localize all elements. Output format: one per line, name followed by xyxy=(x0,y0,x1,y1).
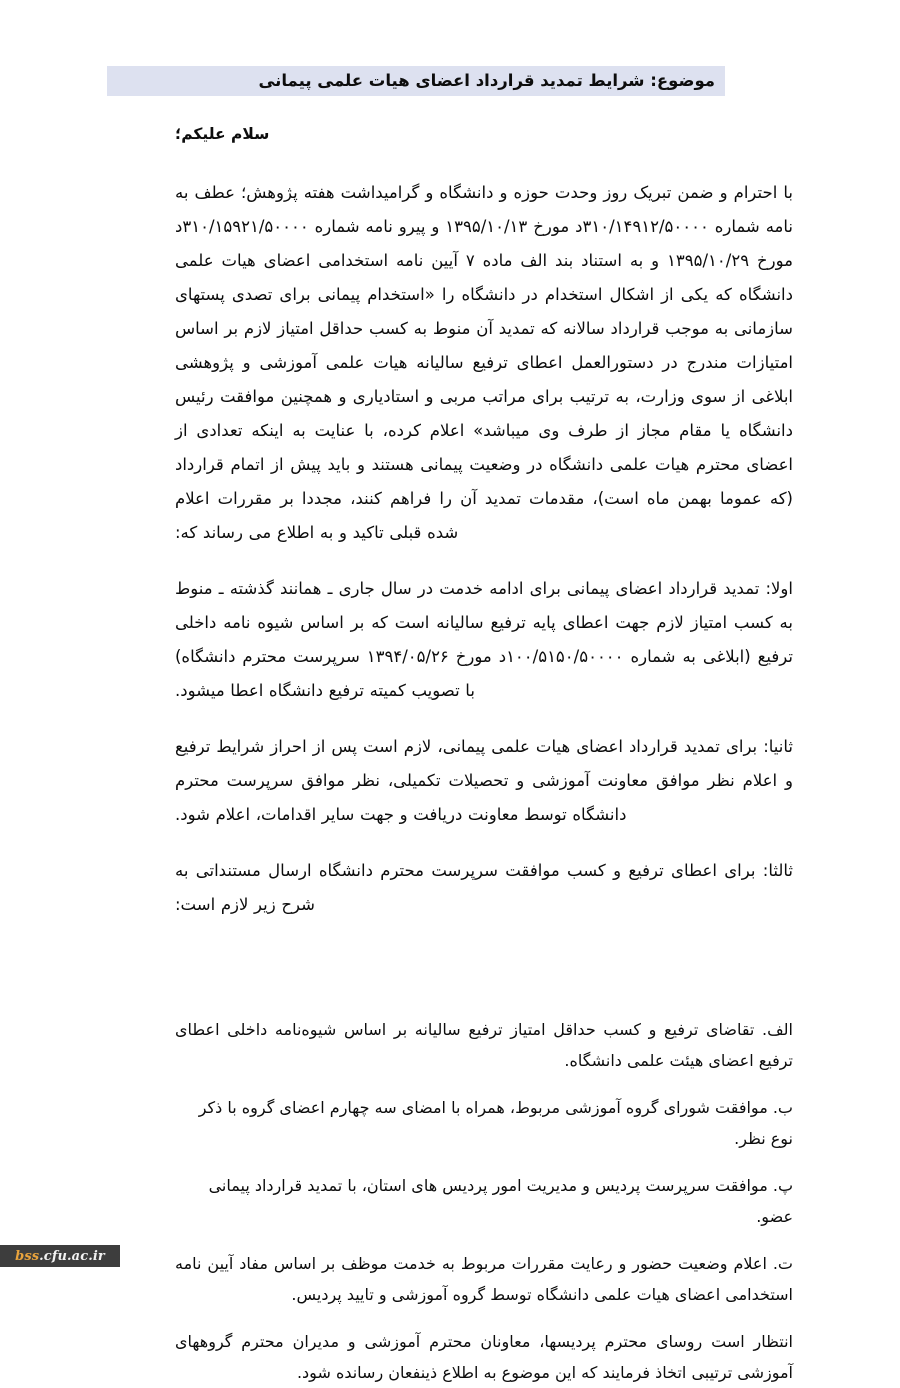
watermark-suffix: .cfu.ac.ir xyxy=(39,1248,105,1264)
spacer xyxy=(175,1154,793,1170)
list-item-alef: الف. تقاضای ترفیع و کسب حداقل امتیاز ترفیع سالیانه بر اساس شیوه‌نامه داخلی اعطای ترفیع اعضای هیئت علمی دانشگاه. xyxy=(175,1020,793,1070)
subject-title: موضوع: شرایط تمدید قرارداد اعضای هیات علمی پیمانی xyxy=(258,70,715,90)
paragraph-first-clause: اولا: تمدید قرارداد اعضای پیمانی برای ادامه خدمت در سال جاری ـ همانند گذشته ـ منوط به کسب امتیاز لازم جهت اعطای پایه ترفیع سالیانه است که بر اساس شیوه نامه داخلی ترفیع (ابلاغی به شماره ۱۰۰/۵۱۵۰/۵۰۰۰۰د مورخ ۱۳۹۴/۰۵/۲۶ سرپرست محترم دانشگاه) با تصویب کمیته ترفیع دانشگاه اعطا میشود. xyxy=(175,579,793,700)
list-item-be: ب. موافقت شورای گروه آموزشی مربوط، همراه با امضای سه چهارم اعضای گروه با ذکر نوع نظر. xyxy=(198,1098,793,1148)
greeting-salutation: سلام علیکم؛ xyxy=(175,125,270,143)
watermark-prefix: bss xyxy=(15,1248,40,1264)
spacer xyxy=(175,550,793,572)
spacer xyxy=(175,708,793,730)
subject-header-band xyxy=(107,66,725,96)
spacer xyxy=(175,1232,793,1248)
paragraph-third-clause: ثالثا: برای اعطای ترفیع و کسب موافقت سرپرست محترم دانشگاه ارسال مستنداتی به شرح زیر لازم است: xyxy=(175,861,793,914)
watermark-text xyxy=(15,1249,105,1264)
paragraph-intro: با احترام و ضمن تبریک روز وحدت حوزه و دانشگاه و گرامیداشت هفته پژوهش؛ عطف به نامه شماره ۳۱۰/۱۴۹۱۲/۵۰۰۰۰د مورخ ۱۳۹۵/۱۰/۱۳ و پیرو نامه شماره ۳۱۰/۱۵۹۲۱/۵۰۰۰۰د مورخ ۱۳۹۵/۱۰/۲۹ و به استناد بند الف ماده ۷ آیین نامه استخدامی اعضای هیات علمی دانشگاه که یکی از اشکال استخدام در دانشگاه را «استخدام پیمانی برای تصدی پستهای سازمانی به موجب قرارداد سالانه که تمدید آن منوط به کسب حداقل امتیاز لازم بر اساس امتیازات مندرج در دستورالعمل اعطای ترفیع سالیانه هیات علمی آموزشی و پژوهشی ابلاغی از سوی وزارت، به ترتیب برای مراتب مربی و استادیاری و همچنین موافقت رئیس دانشگاه یا مقام مجاز از طرف وی میباشد» اعلام کرده، با عنایت به اینکه تعدادی از اعضای محترم هیات علمی دانشگاه در وضعیت پیمانی هستند و باید پیش از اتمام قرارداد (که عموما بهمن ماه است)، مقدمات تمدید آن را فراهم کنند، مجددا بر مقررات اعلام شده قبلی تاکید و به اطلاع می رساند که: xyxy=(175,183,793,542)
paragraph-closing: انتظار است روسای محترم پردیسها، معاونان محترم آموزشی و مدیران محترم گروههای آموزشی ترتیبی اتخاذ فرمایند که این موضوع به اطلاع ذینفعان رسانده شود. xyxy=(175,1332,793,1382)
spacer xyxy=(175,1310,793,1326)
paragraph-second-clause: ثانیا: برای تمدید قرارداد اعضای هیات علمی پیمانی، لازم است پس از احراز شرایط ترفیع و اعلام نظر موافق معاونت آموزشی و تحصیلات تکمیلی، نظر موافق سرپرست محترم دانشگاه توسط معاونت دریافت و جهت سایر اقدامات، اعلام شود. xyxy=(175,737,793,824)
list-item-te: ت. اعلام وضعیت حضور و رعایت مقررات مربوط به خدمت موظف بر اساس مفاد آیین نامه استخدامی اعضای هیات علمی دانشگاه توسط گروه آموزشی و تایید پردیس. xyxy=(175,1254,793,1304)
spacer-large xyxy=(175,922,793,1014)
letter-body xyxy=(175,176,793,1388)
list-item-pe: پ. موافقت سرپرست پردیس و مدیریت امور پردیس های استان، با تمدید قرارداد پیمانی عضو. xyxy=(208,1176,793,1226)
spacer xyxy=(175,832,793,854)
site-watermark xyxy=(0,1245,120,1267)
spacer xyxy=(175,1076,793,1092)
